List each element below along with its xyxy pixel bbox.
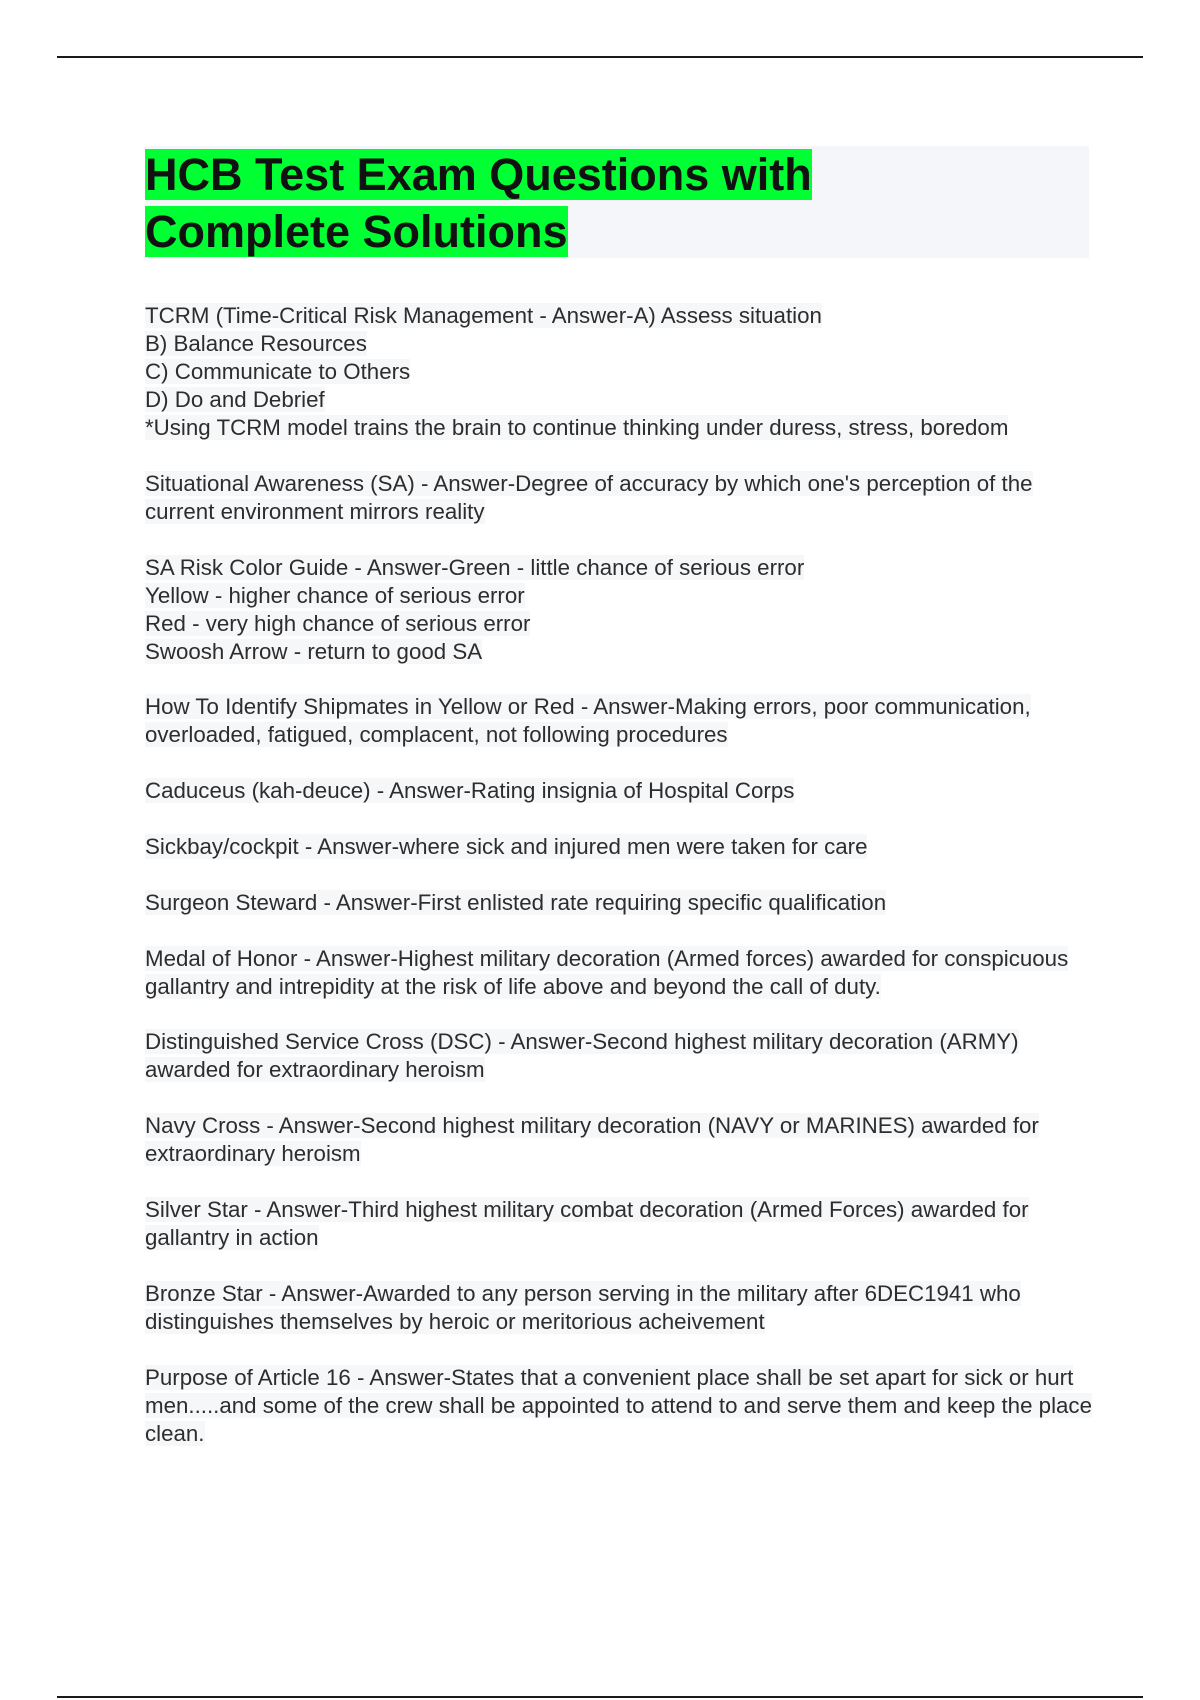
document-title	[145, 146, 865, 260]
qa-entry-text: Situational Awareness (SA) - Answer-Degree of accuracy by which one's perception of the current environment mirrors reality	[145, 470, 1033, 524]
qa-entry	[145, 693, 1095, 749]
qa-entry	[145, 833, 1095, 861]
qa-entry	[145, 554, 1095, 666]
qa-entry-text: Distinguished Service Cross (DSC) - Answer-Second highest military decoration (ARMY) awarded for extraordinary heroism	[145, 1029, 1019, 1083]
qa-entry-text: SA Risk Color Guide - Answer-Green - little chance of serious error Yellow - higher chance of serious error Red - very high chance of serious error Swoosh Arrow - return to good SA	[145, 554, 805, 664]
qa-entry-text: Caduceus (kah-deuce) - Answer-Rating insignia of Hospital Corps	[145, 778, 795, 804]
qa-entry	[145, 945, 1095, 1001]
qa-entry	[145, 777, 1095, 805]
qa-entry-text: Bronze Star - Answer-Awarded to any person serving in the military after 6DEC1941 who distinguishes themselves by heroic or meritorious acheivement	[145, 1280, 1021, 1334]
qa-entry	[145, 1112, 1095, 1168]
qa-entry	[145, 1364, 1095, 1448]
header-rule	[57, 56, 1143, 58]
document-title-highlight: HCB Test Exam Questions with Complete Solutions	[145, 149, 812, 257]
title-block	[145, 146, 1089, 258]
qa-entry-text: Surgeon Steward - Answer-First enlisted rate requiring specific qualification	[145, 889, 887, 915]
qa-entry-text: Medal of Honor - Answer-Highest military decoration (Armed forces) awarded for conspicuous gallantry and intrepidity at the risk of life above and beyond the call of duty.	[145, 945, 1069, 999]
qa-entry-text: TCRM (Time-Critical Risk Management - Answer-A) Assess situation B) Balance Resources C) Communicate to Others D) Do and Debrief *Using TCRM model trains the brain to continue thinking under duress, stress, boredom	[145, 303, 1009, 440]
qa-entry-text: Silver Star - Answer-Third highest military combat decoration (Armed Forces) awarded for gallantry in action	[145, 1196, 1029, 1250]
qa-entry	[145, 302, 1095, 442]
qa-list	[145, 302, 1095, 1475]
qa-entry-text: How To Identify Shipmates in Yellow or Red - Answer-Making errors, poor communication, overloaded, fatigued, complacent, not following procedures	[145, 694, 1031, 748]
qa-entry-text: Navy Cross - Answer-Second highest military decoration (NAVY or MARINES) awarded for extraordinary heroism	[145, 1113, 1039, 1167]
qa-entry	[145, 1280, 1095, 1336]
qa-entry-text: Sickbay/cockpit - Answer-where sick and injured men were taken for care	[145, 833, 868, 859]
qa-entry	[145, 470, 1095, 526]
qa-entry	[145, 1196, 1095, 1252]
footer-rule	[57, 1696, 1143, 1698]
qa-entry	[145, 889, 1095, 917]
qa-entry-text: Purpose of Article 16 - Answer-States that a convenient place shall be set apart for sick or hurt men.....and some of the crew shall be appointed to attend to and serve them and keep the place clean.	[145, 1364, 1092, 1446]
qa-entry	[145, 1028, 1095, 1084]
